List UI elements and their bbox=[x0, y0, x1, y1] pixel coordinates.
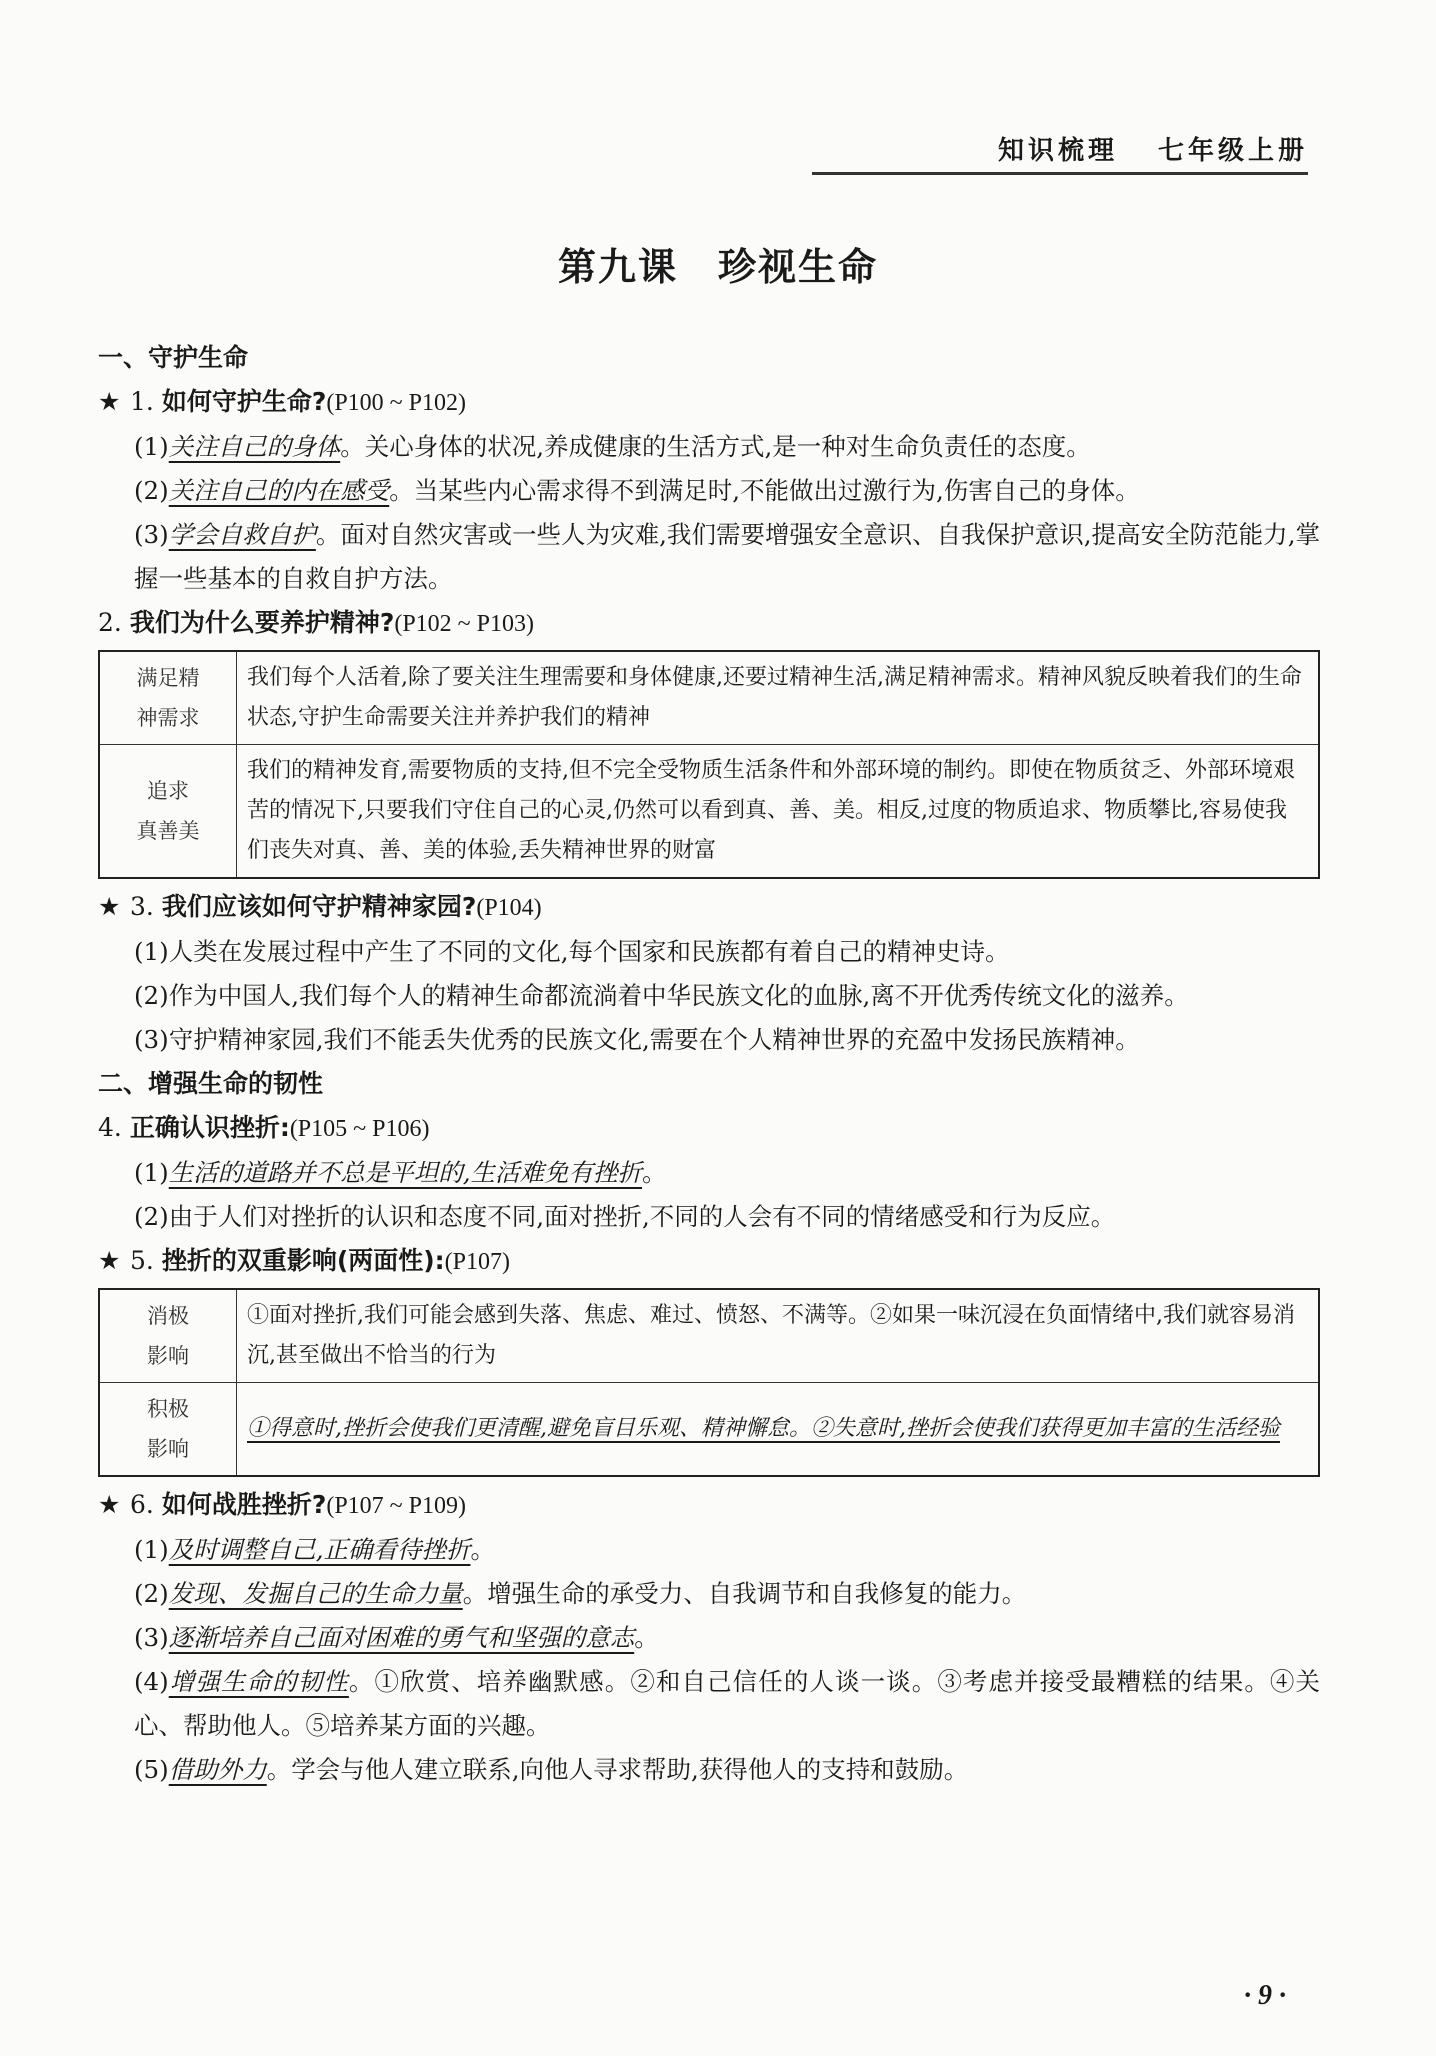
question-number: 4. bbox=[98, 1113, 122, 1142]
question-text: 我们应该如何守护精神家园? bbox=[161, 892, 477, 921]
list-item: (3)学会自救自护。面对自然灾害或一些人为灾难,我们需要增强安全意识、自我保护意识,提高安全防范能力,掌握一些基本的自救自护方法。 bbox=[134, 520, 1321, 593]
question-text: 挫折的双重影响(两面性): bbox=[161, 1246, 445, 1275]
header-grade: 七年级上册 bbox=[1157, 135, 1308, 166]
section-heading-1: 一、守护生命 bbox=[98, 343, 249, 372]
row-label: 积极 影响 bbox=[99, 1383, 237, 1477]
question-1 bbox=[98, 380, 1320, 425]
table-row bbox=[99, 745, 1319, 879]
row-label: 消极 影响 bbox=[99, 1289, 237, 1383]
list-item: (2)作为中国人,我们每个人的精神生命都流淌着中华民族文化的血脉,离不开优秀传统文化的滋养。 bbox=[134, 981, 1189, 1010]
page-ref: (P105 ~ P106) bbox=[289, 1116, 430, 1142]
row-content: 我们的精神发育,需要物质的支持,但不完全受物质生活条件和外部环境的制约。即使在物质贫乏、外部环境艰苦的情况下,只要我们守住自己的心灵,仍然可以看到真、善、美。相反,过度的物质追求、物质攀比,容易使我们丧失对真、善、美的体验,丢失精神世界的财富 bbox=[237, 745, 1320, 879]
page-header bbox=[812, 124, 1308, 175]
list-item: (2)关注自己的内在感受。当某些内心需求得不到满足时,不能做出过激行为,伤害自己的身体。 bbox=[134, 476, 1140, 505]
key-point: 生活的道路并不总是平坦的,生活难免有挫折 bbox=[168, 1158, 643, 1187]
key-point: ①得意时,挫折会使我们更清醒,避免盲目乐观、精神懈怠。②失意时,挫折会使我们获得更加丰富的生活经验 bbox=[247, 1416, 1280, 1441]
question-number: 3. bbox=[130, 892, 154, 921]
row-label: 满足精 神需求 bbox=[99, 651, 237, 745]
list-item: (3)逐渐培养自己面对困难的勇气和坚强的意志。 bbox=[134, 1623, 659, 1652]
list-item: (5)借助外力。学会与他人建立联系,向他人寻求帮助,获得他人的支持和鼓励。 bbox=[134, 1755, 969, 1784]
question-6 bbox=[98, 1483, 1320, 1528]
row-content: 我们每个人活着,除了要关注生理需要和身体健康,还要过精神生活,满足精神需求。精神风貌反映着我们的生命状态,守护生命需要关注并养护我们的精神 bbox=[237, 651, 1320, 745]
list-item: (1)人类在发展过程中产生了不同的文化,每个国家和民族都有着自己的精神史诗。 bbox=[134, 937, 1010, 966]
question-text: 正确认识挫折: bbox=[129, 1113, 290, 1142]
row-content bbox=[237, 1383, 1320, 1477]
setback-impact-table bbox=[98, 1288, 1320, 1477]
question-5 bbox=[98, 1239, 1320, 1284]
list-item: (1)生活的道路并不总是平坦的,生活难免有挫折。 bbox=[134, 1158, 667, 1187]
star-icon: ★ bbox=[98, 892, 121, 921]
page-ref: (P100 ~ P102) bbox=[326, 390, 466, 416]
star-icon: ★ bbox=[98, 1246, 121, 1275]
list-item: (2)由于人们对挫折的认识和态度不同,面对挫折,不同的人会有不同的情绪感受和行为反应。 bbox=[134, 1202, 1116, 1231]
table-row bbox=[99, 1289, 1319, 1383]
page-ref: (P102 ~ P103) bbox=[394, 611, 534, 637]
row-content: ①面对挫折,我们可能会感到失落、焦虑、难过、愤怒、不满等。②如果一味沉浸在负面情绪中,我们就容易消沉,甚至做出不恰当的行为 bbox=[237, 1289, 1320, 1383]
page-ref: (P107) bbox=[444, 1249, 511, 1275]
page-content bbox=[98, 336, 1320, 1792]
spirit-table bbox=[98, 650, 1320, 879]
lesson-title bbox=[0, 236, 1436, 291]
list-item: (4)增强生命的韧性。①欣赏、培养幽默感。②和自己信任的人谈一谈。③考虑并接受最糟糕的结果。④关心、帮助他人。⑤培养某方面的兴趣。 bbox=[134, 1667, 1320, 1740]
question-text: 我们为什么要养护精神? bbox=[129, 608, 395, 637]
question-text: 如何战胜挫折? bbox=[161, 1490, 327, 1519]
page-number: · 9 · bbox=[1244, 1980, 1286, 2011]
page-ref: (P107 ~ P109) bbox=[326, 1493, 466, 1519]
page-ref: (P104) bbox=[476, 895, 542, 921]
key-point: 及时调整自己,正确看待挫折 bbox=[168, 1535, 471, 1564]
lesson-name: 珍视生命 bbox=[718, 245, 879, 289]
header-section: 知识梳理 bbox=[997, 135, 1118, 166]
table-row bbox=[99, 651, 1319, 745]
key-point: 借助外力 bbox=[168, 1755, 267, 1784]
list-item: (1)关注自己的身体。关心身体的状况,养成健康的生活方式,是一种对生命负责任的态度。 bbox=[134, 432, 1091, 461]
question-3 bbox=[98, 885, 1320, 930]
question-number: 1. bbox=[130, 387, 154, 416]
list-item: (2)发现、发掘自己的生命力量。增强生命的承受力、自我调节和自我修复的能力。 bbox=[134, 1579, 1027, 1608]
question-number: 5. bbox=[130, 1246, 154, 1275]
question-2 bbox=[98, 601, 1320, 646]
row-label: 追求 真善美 bbox=[99, 745, 237, 879]
question-4 bbox=[98, 1106, 1320, 1151]
star-icon: ★ bbox=[98, 387, 121, 416]
star-icon: ★ bbox=[98, 1490, 121, 1519]
key-point: 关注自己的身体 bbox=[168, 432, 341, 461]
question-number: 6. bbox=[130, 1490, 154, 1519]
table-row bbox=[99, 1383, 1319, 1477]
question-number: 2. bbox=[98, 608, 122, 637]
section-heading-2: 二、增强生命的韧性 bbox=[98, 1069, 324, 1098]
key-point: 关注自己的内在感受 bbox=[168, 476, 390, 505]
list-item: (3)守护精神家园,我们不能丢失优秀的民族文化,需要在个人精神世界的充盈中发扬民族精神。 bbox=[134, 1025, 1140, 1054]
key-point: 发现、发掘自己的生命力量 bbox=[168, 1579, 463, 1608]
key-point: 学会自救自护 bbox=[168, 520, 316, 549]
list-item: (1)及时调整自己,正确看待挫折。 bbox=[134, 1535, 496, 1564]
question-text: 如何守护生命? bbox=[161, 387, 327, 416]
key-point: 逐渐培养自己面对困难的勇气和坚强的意志 bbox=[168, 1623, 635, 1652]
lesson-number: 第九课 bbox=[557, 245, 678, 289]
key-point: 增强生命的韧性 bbox=[168, 1667, 349, 1696]
